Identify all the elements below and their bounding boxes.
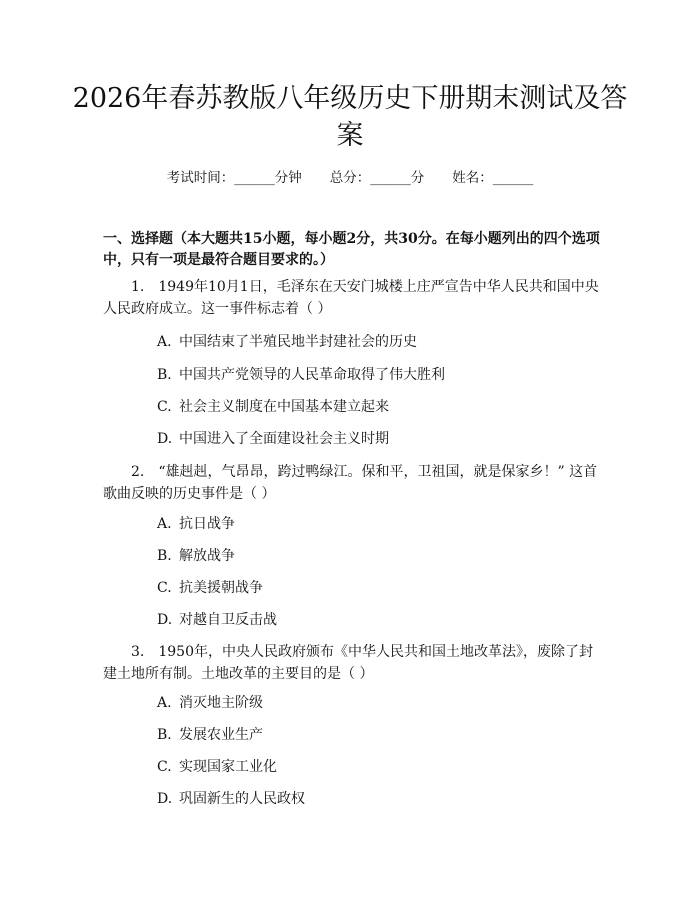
option-letter: A.	[157, 334, 172, 350]
option-item	[157, 578, 597, 598]
option-text: 抗美援朝战争	[179, 580, 263, 596]
option-item	[157, 610, 597, 630]
option-text: 发展农业生产	[179, 727, 263, 743]
section-heading: 一、选择题（本大题共15小题，每小题2分，共30分。在每小题列出的四个选项中，只有一项是最符合题目要求的。）	[103, 231, 600, 268]
option-text: 抗日战争	[179, 516, 235, 532]
page-title: 2026年春苏教版八年级历史下册期末测试及答案	[72, 83, 628, 151]
option-text: 中国共产党领导的人民革命取得了伟大胜利	[179, 367, 445, 383]
option-item	[157, 546, 597, 566]
question-stem-3: 3. 1950年，中央人民政府颁布《中华人民共和国土地改革法》，废除了封建土地所有制。土地改革的主要目的是（ ）	[103, 644, 593, 682]
option-letter: D.	[157, 612, 173, 628]
option-letter: D.	[157, 431, 173, 447]
option-item	[157, 365, 597, 385]
option-item	[157, 332, 597, 352]
option-letter: A.	[157, 695, 172, 711]
option-text: 对越自卫反击战	[179, 612, 277, 628]
option-item	[157, 725, 597, 745]
option-text: 巩固新生的人民政权	[179, 791, 305, 807]
option-letter: C.	[157, 399, 172, 415]
option-item	[157, 514, 597, 534]
option-text: 消灭地主阶级	[179, 695, 263, 711]
option-text: 中国结束了半殖民地半封建社会的历史	[179, 334, 417, 350]
option-letter: A.	[157, 516, 172, 532]
option-letter: B.	[157, 727, 172, 743]
option-text: 中国进入了全面建设社会主义时期	[179, 431, 389, 447]
total-score-field: 总分：______分	[329, 170, 425, 186]
question-stem-2: 2. “雄赳赳，气昂昂，跨过鸭绿江。保和平，卫祖国，就是保家乡！” 这首歌曲反映的历史事件是（ ）	[103, 464, 598, 502]
option-text: 实现国家工业化	[179, 759, 277, 775]
option-text: 社会主义制度在中国基本建立起来	[179, 399, 389, 415]
option-letter: C.	[157, 580, 172, 596]
option-item	[157, 757, 597, 777]
exam-meta	[0, 168, 700, 188]
option-item	[157, 429, 597, 449]
option-item	[157, 397, 597, 417]
exam-time-field: 考试时间：______分钟	[166, 170, 302, 186]
option-item	[157, 693, 597, 713]
student-name-field: 姓名：______	[452, 170, 534, 186]
option-letter: C.	[157, 759, 172, 775]
question-stem-1: 1. 1949年10月1日，毛泽东在天安门城楼上庄严宣告中华人民共和国中央人民政府成立。这一事件标志着（ ）	[103, 279, 599, 317]
option-letter: B.	[157, 367, 172, 383]
option-letter: B.	[157, 548, 172, 564]
option-text: 解放战争	[179, 548, 235, 564]
option-letter: D.	[157, 791, 173, 807]
option-item	[157, 789, 597, 809]
